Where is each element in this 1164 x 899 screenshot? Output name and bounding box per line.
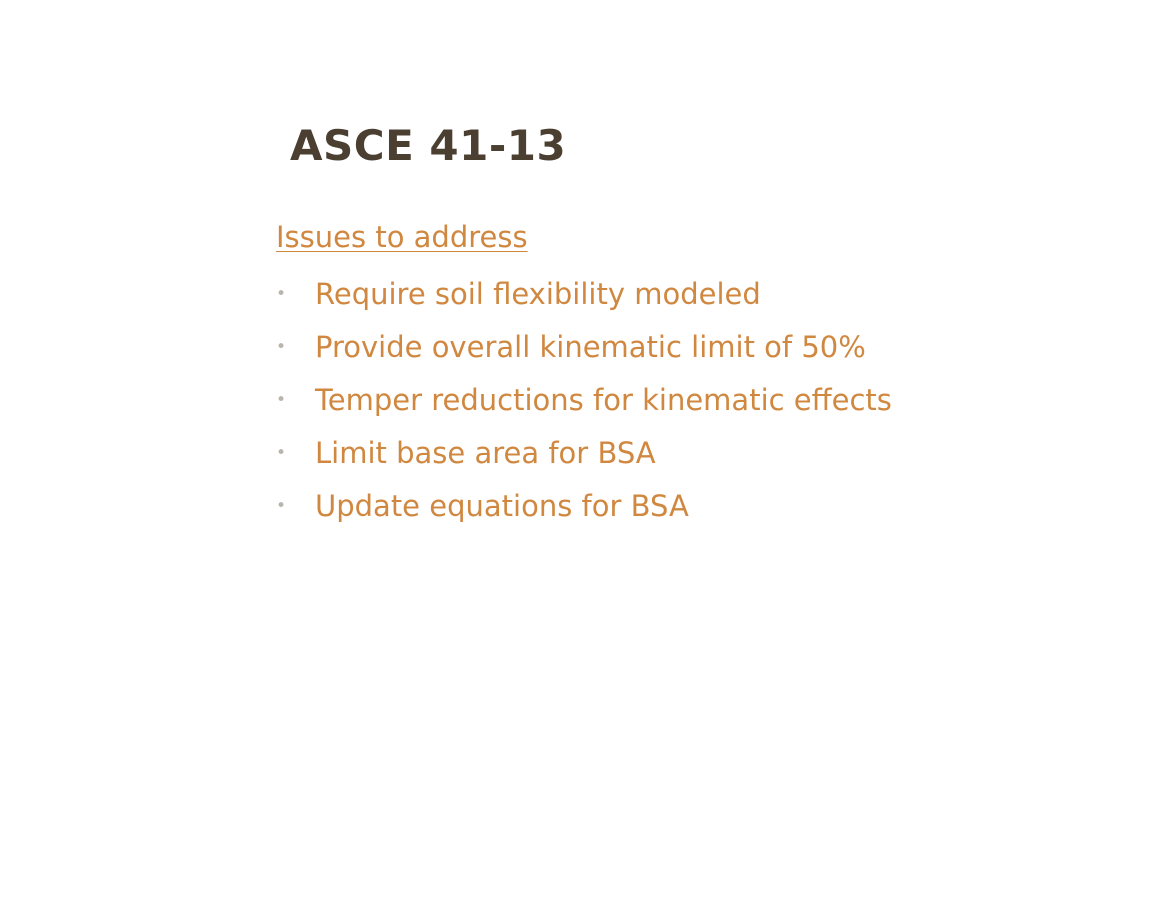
bullet-dot-icon: •	[276, 336, 287, 357]
bullet-dot-icon: •	[276, 442, 287, 463]
bullet-item	[276, 479, 1076, 532]
bullet-text: Update equations for BSA	[315, 488, 689, 523]
bullet-list	[276, 267, 1076, 532]
bullet-item	[276, 320, 1076, 373]
bullet-text: Require soil flexibility modeled	[315, 276, 761, 311]
slide-title: ASCE 41-13	[290, 121, 567, 170]
bullet-dot-icon: •	[276, 283, 287, 304]
bullet-item	[276, 267, 1076, 320]
bullet-text: Temper reductions for kinematic effects	[315, 382, 892, 417]
slide-content	[276, 214, 1076, 532]
bullet-text: Provide overall kinematic limit of 50%	[315, 329, 866, 364]
bullet-item	[276, 426, 1076, 479]
bullet-text: Limit base area for BSA	[315, 435, 656, 470]
bullet-dot-icon: •	[276, 495, 287, 516]
issues-subheading: Issues to address	[276, 220, 528, 254]
bullet-dot-icon: •	[276, 389, 287, 410]
bullet-item	[276, 373, 1076, 426]
